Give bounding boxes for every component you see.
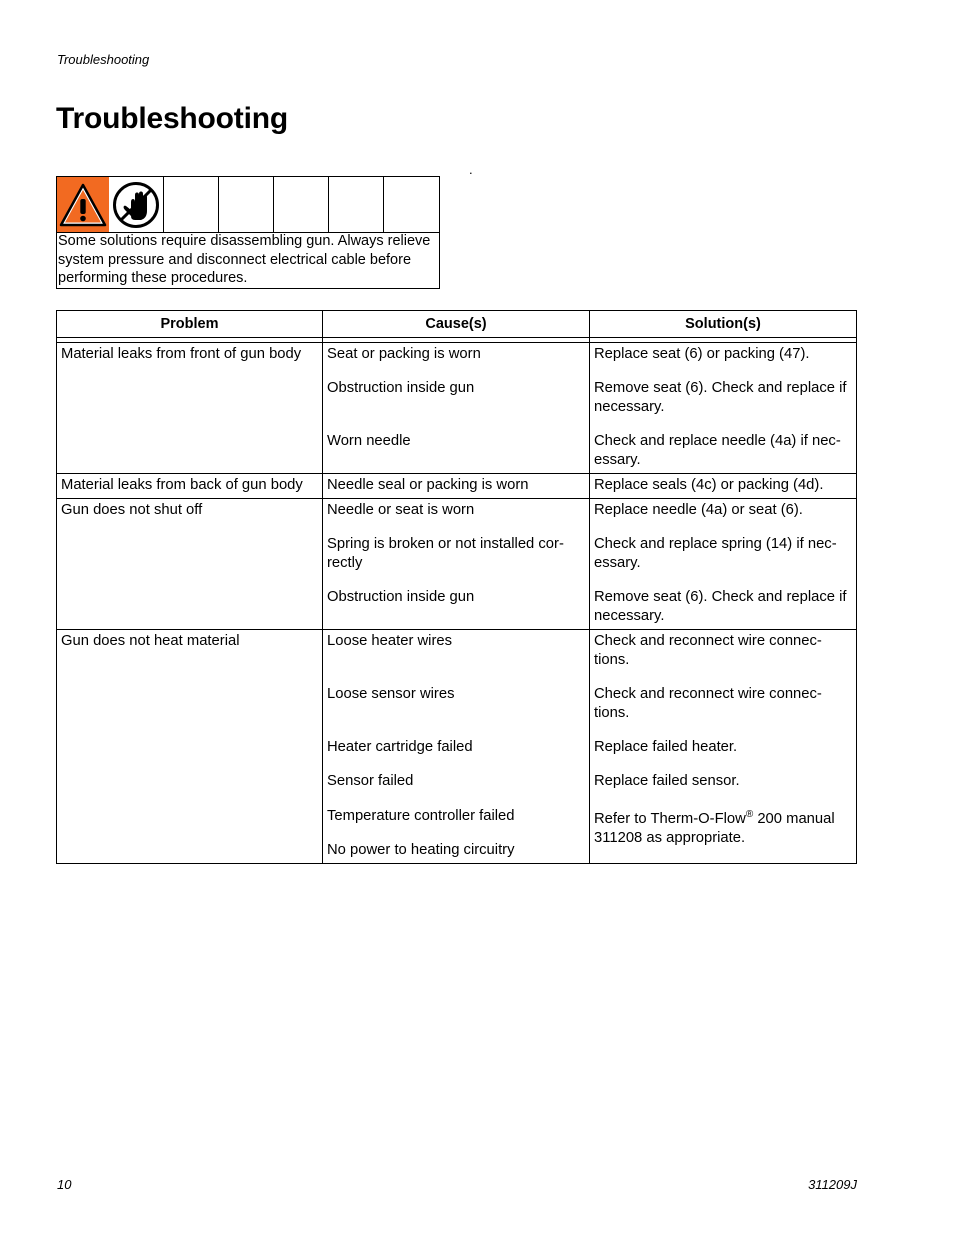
causes-cell	[323, 499, 589, 610]
cause-text: Loose sensor wires	[327, 686, 455, 702]
warning-icon-row	[57, 177, 439, 233]
page-number: 10	[57, 1177, 72, 1192]
page-title: Troubleshooting	[56, 102, 288, 135]
solution-text: Check and replace spring (14) if nec-essary.	[594, 536, 837, 571]
solutions-cell	[590, 630, 856, 851]
column-header-solutions: Solution(s)	[590, 311, 857, 338]
troubleshooting-table	[56, 310, 857, 864]
cause-text: Needle or seat is worn	[327, 502, 475, 518]
solutions-cell	[590, 343, 856, 473]
solution-text-refer	[594, 810, 852, 848]
cause-text: Spring is broken or not installed cor-rectly	[327, 536, 564, 571]
problem-cell: Material leaks from back of gun body	[61, 477, 303, 493]
table-row	[57, 630, 857, 864]
causes-cell	[323, 630, 589, 863]
solutions-cell	[590, 474, 856, 498]
problem-cell: Gun does not heat material	[61, 633, 240, 649]
solution-text: Replace seals (4c) or packing (4d).	[594, 477, 824, 493]
table-row	[57, 499, 857, 630]
document-number: 311209J	[808, 1177, 857, 1192]
running-header: Troubleshooting	[57, 52, 150, 67]
stray-mark: .	[469, 162, 473, 177]
icon-cell	[384, 177, 440, 232]
solution-text: Check and replace needle (4a) if nec-essary.	[594, 433, 841, 468]
table-row	[57, 343, 857, 474]
icon-cell	[219, 177, 274, 232]
causes-cell	[323, 343, 589, 454]
table-header-row	[57, 311, 857, 338]
icon-cell	[164, 177, 219, 232]
solution-text: Remove seat (6). Check and replace if necessary.	[594, 589, 847, 624]
cause-text: Needle seal or packing is worn	[327, 477, 529, 493]
icon-cell	[57, 177, 164, 232]
solution-text: Replace needle (4a) or seat (6).	[594, 502, 803, 518]
refer-text: Refer to Therm-O-Flow	[594, 811, 746, 827]
solution-text: Replace failed sensor.	[594, 773, 740, 789]
solution-text: Replace seat (6) or packing (47).	[594, 346, 810, 362]
problem-cell: Gun does not shut off	[61, 502, 203, 518]
cause-text: Temperature controller failed	[327, 808, 515, 824]
solution-text: Check and reconnect wire connec-tions.	[594, 686, 822, 721]
warning-box	[56, 176, 440, 289]
solution-text: Replace failed heater.	[594, 739, 738, 755]
icon-cell	[274, 177, 329, 232]
solution-text: Check and reconnect wire connec-tions.	[594, 633, 822, 668]
problem-cell: Material leaks from front of gun body	[61, 346, 302, 362]
icon-cell	[329, 177, 384, 232]
cause-text: Loose heater wires	[327, 633, 453, 649]
registered-mark: ®	[745, 809, 754, 821]
table-row	[57, 474, 857, 499]
cause-text: No power to heating circuitry	[327, 842, 515, 858]
column-header-causes: Cause(s)	[323, 311, 590, 338]
causes-cell	[323, 474, 589, 498]
cause-text: Obstruction inside gun	[327, 589, 475, 605]
refer-text-tail: 200 manual 311208 as appropriate.	[594, 811, 835, 846]
cause-text: Worn needle	[327, 433, 411, 449]
cause-text: Obstruction inside gun	[327, 380, 475, 396]
cause-text: Seat or packing is worn	[327, 346, 481, 362]
solutions-cell	[590, 499, 856, 629]
cause-text: Heater cartridge failed	[327, 739, 473, 755]
cause-text: Sensor failed	[327, 773, 414, 789]
warning-text: Some solutions require disassembling gun. Always relieve system pressure and disconnect electrical cable before performing these procedures.	[58, 233, 431, 286]
solution-text: Remove seat (6). Check and replace if necessary.	[594, 380, 847, 415]
column-header-problem: Problem	[57, 311, 323, 338]
